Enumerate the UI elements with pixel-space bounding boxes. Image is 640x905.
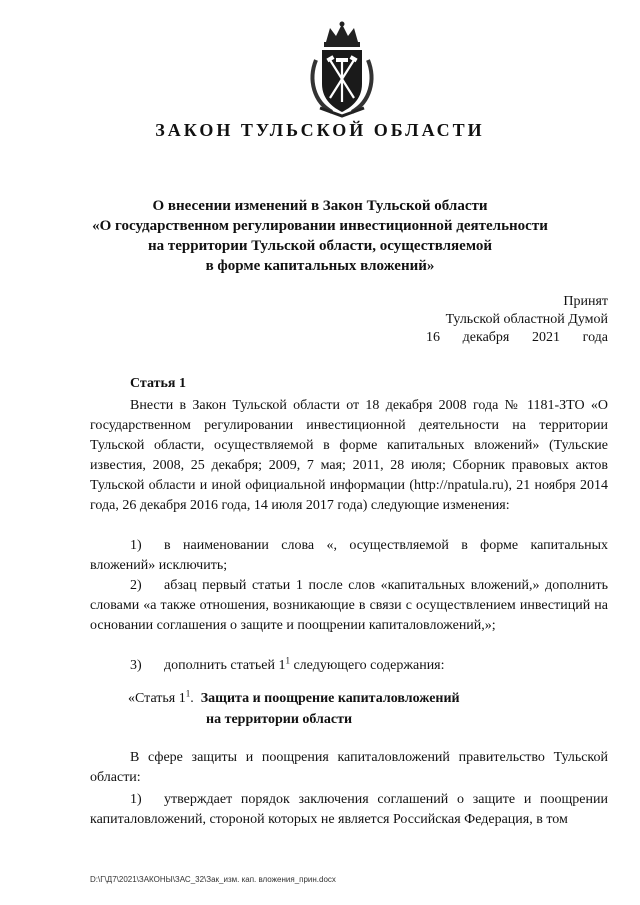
date-year: 2021 <box>532 330 561 345</box>
date-month: декабря <box>462 330 510 345</box>
new-article-intro: В сфере защиты и поощрения капиталовложений правительство Тульской области: <box>90 750 608 785</box>
adoption-block <box>426 293 608 347</box>
adopted-by: Тульской областной Думой <box>445 312 608 327</box>
amendment-item-3 <box>90 656 608 676</box>
new-article-prefix: «Статья 1 <box>128 691 186 706</box>
coat-of-arms-tula-icon <box>302 20 382 118</box>
file-path-footer: D:\Г\Д7\2021\ЗАКОНЫ\ЗАС_32\Зак_изм. кап. вложения_прин.docx <box>90 875 336 884</box>
superscript: 1 <box>285 655 290 666</box>
item-text-tail: следующего содержания: <box>289 658 445 673</box>
subject-line: «О государственном регулировании инвестиционной деятельности <box>92 218 548 234</box>
subject-line: О внесении изменений в Закон Тульской области <box>152 198 488 214</box>
item-number: 2) <box>130 578 142 593</box>
amendment-item-2 <box>90 576 608 636</box>
item-number: 3) <box>130 658 142 673</box>
new-article-item-1 <box>90 790 608 830</box>
new-article-title-line2: на территории области <box>206 712 353 727</box>
amendment-item-1 <box>90 536 608 576</box>
item-text: абзац первый статьи 1 после слов «капитальных вложений,» дополнить словами «а также отношения, возникающие в связи с осуществлением инвестиций на основании соглашения о защите и поощрении капиталовложений,»; <box>90 578 608 633</box>
adoption-date <box>426 329 608 347</box>
item-number: 1) <box>130 538 142 553</box>
item-text: утверждает порядок заключения соглашений о защите и поощрении капиталовложений, стороной которых не является Российская Федерация, в том <box>90 792 608 827</box>
subject-line: на территории Тульской области, осуществляемой <box>148 238 492 254</box>
adopted-label: Принят <box>563 294 608 309</box>
new-article-title: Защита и поощрение капиталовложений <box>200 691 460 706</box>
superscript: 1 <box>185 688 191 699</box>
item-number: 1) <box>130 792 142 807</box>
date-day: 16 <box>426 330 440 345</box>
date-suffix: года <box>582 330 608 345</box>
law-title: ЗАКОН ТУЛЬСКОЙ ОБЛАСТИ <box>155 120 485 140</box>
new-article-suffix: . <box>190 691 194 706</box>
item-text: в наименовании слова «, осуществляемой в форме капитальных вложений» исключить; <box>90 538 608 573</box>
article-intro: Внести в Закон Тульской области от 18 декабря 2008 года № 1181-ЗТО «О государственном регулировании инвестиционной деятельности на территории Тульской области, осуществляемой в форме капитальных вложений» (Тульские известия, 2008, 25 декабря; 2009, 7 мая; 2011, 28 июля; Сборник правовых актов Тульской области и иной официальной информации (http://npatula.ru), 21 ноября 2014 года, 26 декабря 2016 года, 14 июля 2017 года) следующие изменения: <box>90 398 608 513</box>
law-subject <box>80 196 560 276</box>
new-article-heading <box>128 688 460 730</box>
article-heading: Статья 1 <box>130 376 186 391</box>
item-text: дополнить статьей 1 <box>164 658 286 673</box>
subject-line: в форме капитальных вложений» <box>205 258 435 274</box>
